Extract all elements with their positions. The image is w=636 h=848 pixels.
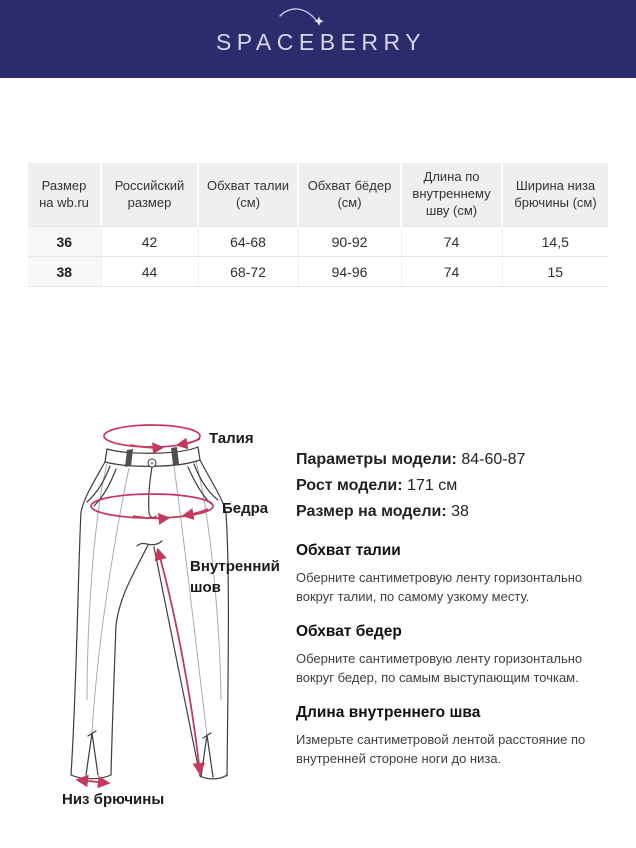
col-header-waist: Обхват талии (см) [198,163,298,227]
size-table-row [28,227,608,257]
col-header-ru-size: Российский размер [101,163,198,227]
guide-hips-title: Обхват бедер [296,623,402,640]
guide-section-hips [296,621,618,687]
brand-header [0,0,636,78]
waistband-details [125,447,179,467]
model-params-label: Параметры модели: [296,451,457,468]
size-table-header-row [28,163,608,227]
pants-crease-lines [87,462,221,735]
model-params-line [296,447,618,473]
guide-section-waist [296,540,618,606]
cell-hips: 94-96 [298,257,401,287]
cell-wb-size: 38 [28,257,101,287]
model-height-label: Рост модели: [296,477,403,494]
col-header-inseam: Длина по внутреннему шву (см) [401,163,502,227]
guide-waist-title: Обхват талии [296,542,401,559]
model-size-line [296,499,618,525]
hips-ellipse [91,494,213,518]
guide-waist-text: Оберните сантиметровую ленту горизонтально вокруг талии, по самому узкому месту. [296,570,583,604]
col-header-hips: Обхват бёдер (см) [298,163,401,227]
hem-label: Низ брючины [62,791,165,808]
pants-diagram [30,400,290,820]
size-table [28,163,608,287]
model-height-value: 171 см [407,477,458,494]
model-size-label: Размер на модели: [296,503,447,520]
cell-ru-size: 42 [101,227,198,257]
guide-inseam-title: Длина внутреннего шва [296,704,481,721]
cell-waist: 64-68 [198,227,298,257]
col-header-hem-width: Ширина низа брючины (см) [502,163,608,227]
guide-hips-text: Оберните сантиметровую ленту горизонтально вокруг бедер, по самым выступающим точкам. [296,651,583,685]
cell-hem-width: 14,5 [502,227,608,257]
inseam-label: Внутренний шов [190,558,280,596]
col-header-wb-size: Размер на wb.ru [28,163,101,227]
cell-inseam: 74 [401,257,502,287]
model-params-value: 84-60-87 [461,451,526,468]
waist-label: Талия [209,430,254,447]
cell-hem-width: 15 [502,257,608,287]
measurement-marks [78,425,213,783]
model-size-value: 38 [451,503,469,520]
cell-waist: 68-72 [198,257,298,287]
cell-wb-size: 36 [28,227,101,257]
hem-arrow [78,780,108,783]
guide-inseam-text: Измерьте сантиметровой лентой расстояние по внутренней стороне ноги до низа. [296,732,586,766]
info-column [296,440,618,768]
hips-label: Бедра [222,500,269,517]
model-height-line [296,473,618,499]
cell-hips: 90-92 [298,227,401,257]
shooting-star-icon [278,5,332,35]
cell-ru-size: 44 [101,257,198,287]
guide-section-inseam [296,702,618,768]
pants-outline [71,447,228,779]
cell-inseam: 74 [401,227,502,257]
brand-logo-text: SPACEBERRY [215,28,427,55]
size-table-row [28,257,608,287]
